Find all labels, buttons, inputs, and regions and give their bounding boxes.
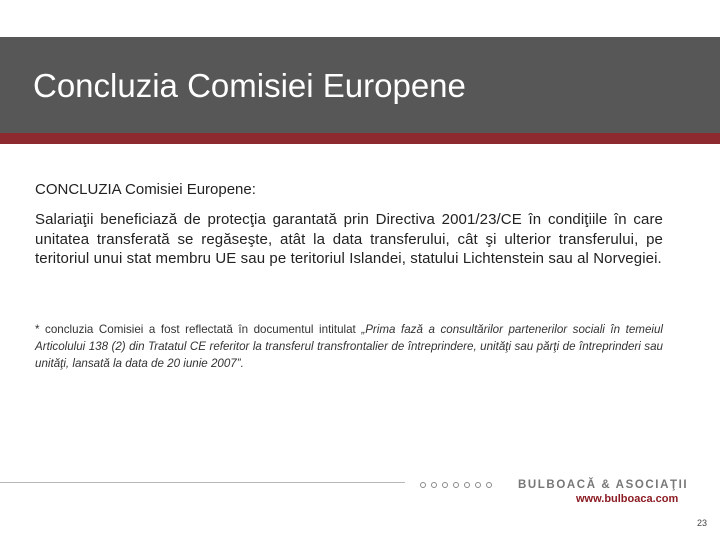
logo-dot-icon	[464, 482, 470, 488]
logo-dot-icon	[486, 482, 492, 488]
footnote	[35, 321, 663, 372]
footer-divider	[0, 482, 405, 483]
body-paragraph: Salariaţii beneficiază de protecţia garantată prin Directiva 2001/23/CE în condiţiile în care unitatea transferată se regăseşte, atât la data transferului, cât şi ulterior transferului, pe teritoriul unui stat membru UE sau pe teritoriul Islandei, statului Lichtenstein sau al Norvegiei.	[35, 211, 663, 268]
company-logo: BULBOACĂ & ASOCIAŢII	[518, 479, 689, 491]
logo-dot-icon	[431, 482, 437, 488]
logo-dot-icon	[475, 482, 481, 488]
slide-title: Concluzia Comisiei Europene	[33, 67, 466, 104]
logo-dot-icon	[442, 482, 448, 488]
logo-dot-icon	[453, 482, 459, 488]
accent-strip	[0, 133, 720, 144]
footnote-prefix: * concluzia Comisiei a fost reflectată în documentul intitulat	[35, 323, 362, 336]
subheading: CONCLUZIA Comisiei Europene:	[35, 181, 256, 198]
website-link[interactable]: www.bulboaca.com	[576, 493, 679, 505]
page-number: 23	[696, 518, 707, 528]
footnote-quote: „Prima fază a consultărilor partenerilor sociali în temeiul Articolului 138 (2) din Tratatul CE referitor la transferul transfrontalier de întreprindere, unităţi sau părţi de întreprinderi sau unităţi, lansată la data de 20 iunie 2007”.	[35, 323, 664, 370]
logo-dots	[420, 479, 492, 491]
logo-dot-icon	[420, 482, 426, 488]
